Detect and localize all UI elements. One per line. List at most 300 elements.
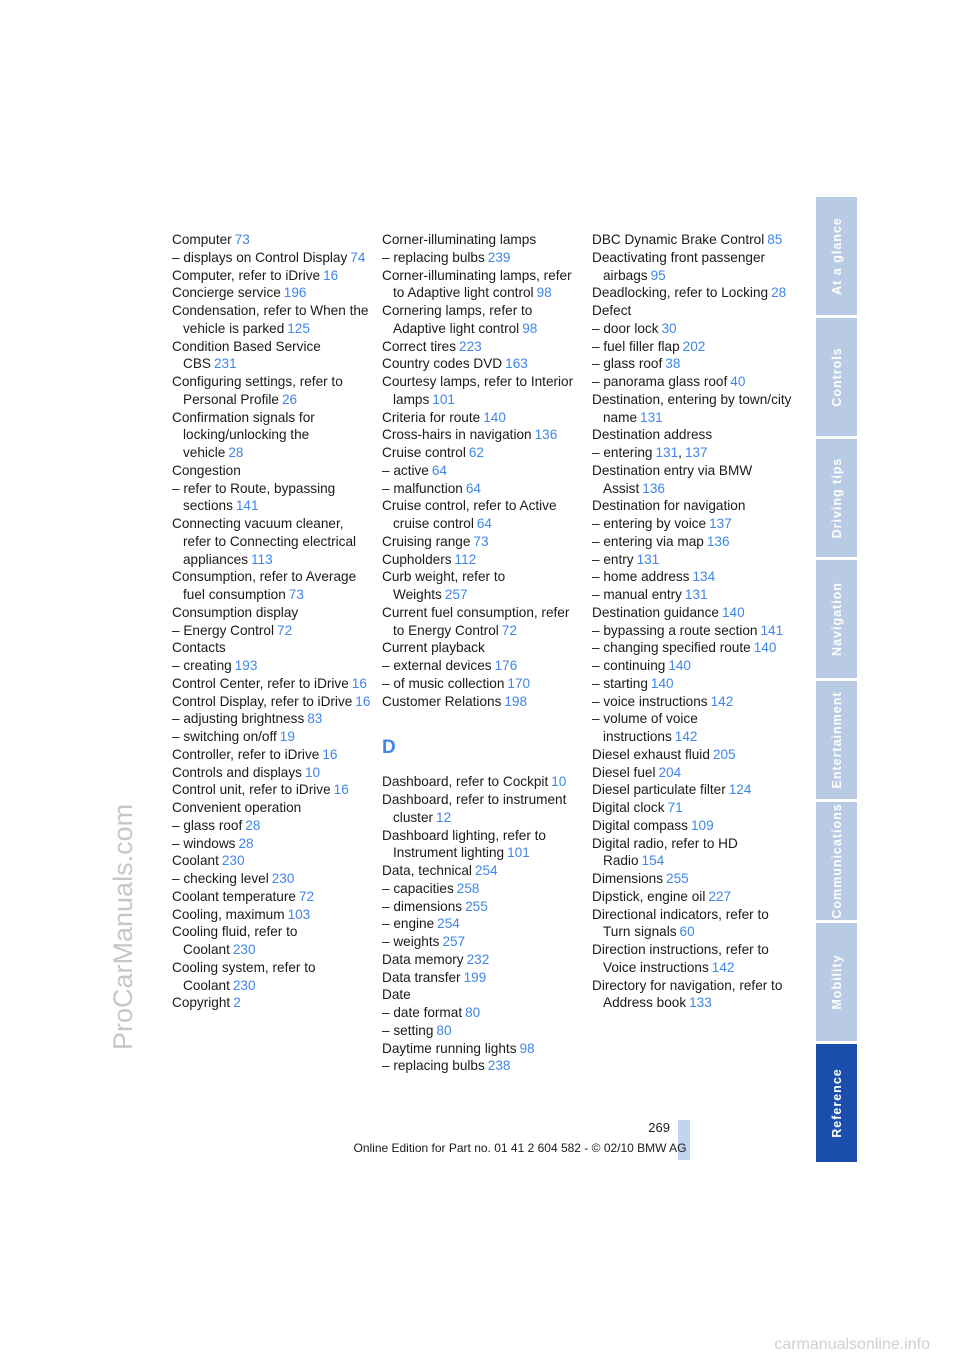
index-entry-text: – replacing bulbs bbox=[382, 249, 485, 265]
index-entry bbox=[382, 1040, 582, 1058]
index-entry-text: Criteria for route bbox=[382, 409, 481, 425]
page-reference-link[interactable]: 136 bbox=[534, 427, 558, 443]
page-reference-link[interactable]: 142 bbox=[674, 729, 698, 744]
index-entry bbox=[382, 604, 582, 640]
page-reference-link[interactable]: 16 bbox=[351, 675, 367, 691]
index-entry-text: Control unit, refer to iDrive bbox=[172, 782, 331, 798]
index-entry-text: – windows bbox=[172, 835, 236, 851]
page-reference-link[interactable]: 199 bbox=[463, 969, 487, 985]
page-reference-link[interactable]: 231 bbox=[213, 356, 237, 372]
chapter-tab[interactable] bbox=[816, 560, 857, 678]
index-entry-text: – Energy Control bbox=[172, 622, 275, 638]
index-entry-text: – entering by voice bbox=[592, 516, 707, 531]
index-entry bbox=[382, 951, 582, 969]
watermark-carmanualsonline: carmanualsonline.info bbox=[774, 1336, 930, 1353]
index-entry-text: Condition Based Service CBS bbox=[172, 338, 321, 372]
page-reference-link[interactable]: 198 bbox=[504, 693, 528, 709]
index-entry bbox=[382, 880, 582, 898]
index-entry bbox=[172, 835, 372, 853]
page-reference-link[interactable]: 64 bbox=[465, 480, 481, 496]
index-entry-text: – entering bbox=[592, 445, 653, 460]
index-entry bbox=[172, 249, 372, 267]
index-entry bbox=[592, 426, 792, 444]
index-entry-text: Computer, refer to iDrive bbox=[172, 267, 321, 283]
index-entry bbox=[172, 284, 372, 302]
chapter-tab-label: Entertainment bbox=[829, 691, 844, 789]
chapter-tab-label: Mobility bbox=[829, 954, 844, 1010]
index-entry bbox=[172, 338, 372, 374]
index-entry-text: Current fuel consumption, refer to Energy Control bbox=[382, 604, 570, 638]
index-entry bbox=[592, 693, 792, 711]
index-entry-text: Date bbox=[382, 987, 411, 1003]
page-reference-link[interactable]: 98 bbox=[519, 1040, 535, 1056]
page-reference-link[interactable]: 230 bbox=[232, 977, 256, 993]
index-entry-text: – panorama glass roof bbox=[592, 374, 728, 389]
index-entry-text: – dimensions bbox=[382, 898, 463, 914]
index-entry-text: Control Center, refer to iDrive bbox=[172, 675, 349, 691]
index-entry bbox=[172, 480, 372, 516]
index-entry bbox=[172, 906, 372, 924]
page-reference-link[interactable]: 255 bbox=[666, 871, 689, 886]
page-reference-link[interactable]: 101 bbox=[432, 391, 455, 407]
page-reference-link[interactable]: 131 bbox=[684, 587, 708, 602]
index-entry-text: Cruise control, refer to Active cruise control bbox=[382, 498, 557, 531]
index-entry bbox=[172, 746, 372, 764]
index-entry-text: – changing specified route bbox=[592, 640, 751, 656]
index-entry bbox=[592, 835, 792, 871]
index-entry-text: Data, technical bbox=[382, 863, 472, 878]
page-reference-link[interactable]: 124 bbox=[728, 782, 752, 798]
index-entry bbox=[382, 693, 582, 711]
index-entry-text: – continuing bbox=[592, 658, 666, 673]
index-entry bbox=[592, 231, 792, 249]
index-entry-text: Corner-illuminating lamps, refer to Adaptive light control bbox=[382, 267, 572, 301]
index-entry bbox=[172, 888, 372, 906]
index-entry-text: Corner-illuminating lamps bbox=[382, 232, 537, 247]
index-entry-text: – weights bbox=[382, 934, 440, 949]
page-reference-link[interactable]: 137 bbox=[709, 516, 732, 531]
index-entry-text: – home address bbox=[592, 569, 690, 585]
index-entry-text: – glass roof bbox=[172, 817, 243, 833]
page-reference-link[interactable]: 131 bbox=[655, 445, 679, 460]
page-reference-link[interactable]: 28 bbox=[228, 445, 244, 460]
index-entry-text: Diesel particulate filter bbox=[592, 782, 726, 798]
index-entry-text: Country codes DVD bbox=[382, 356, 503, 372]
index-entry-text: Data memory bbox=[382, 951, 464, 967]
page-reference-link[interactable]: 62 bbox=[468, 445, 484, 460]
page-reference-link[interactable]: 73 bbox=[288, 587, 304, 602]
index-column-2 bbox=[382, 231, 582, 1075]
index-entry-text: Destination, entering by town/city name bbox=[592, 391, 792, 425]
index-entry-text: – fuel filler flap bbox=[592, 338, 680, 354]
index-entry-text: – displays on Control Display bbox=[172, 249, 348, 265]
index-entry-text: Cooling fluid, refer to Coolant bbox=[172, 924, 298, 957]
index-entry bbox=[382, 249, 582, 267]
chapter-tab-label: Communications bbox=[829, 803, 844, 919]
chapter-tab-label: At a glance bbox=[829, 217, 844, 295]
index-entry-text: – replacing bulbs bbox=[382, 1058, 485, 1074]
index-entry-text: – entry bbox=[592, 551, 634, 567]
page-reference-link[interactable]: 72 bbox=[298, 888, 315, 904]
index-entry-text: Directory for navigation, refer to Address book bbox=[592, 977, 783, 1011]
index-entry bbox=[382, 862, 582, 880]
index-entry bbox=[592, 391, 792, 427]
page-reference-link[interactable]: 109 bbox=[690, 817, 714, 833]
index-entry-text: Dashboard lighting, refer to Instrument lighting bbox=[382, 827, 546, 861]
index-entry-text: Coolant bbox=[172, 853, 219, 869]
index-entry-text: Dipstick, engine oil bbox=[592, 888, 706, 904]
page-reference-link[interactable]: 30 bbox=[661, 320, 677, 336]
index-column-1 bbox=[172, 231, 372, 1012]
page-reference-link[interactable]: 72 bbox=[277, 622, 293, 638]
index-entry-text: – volume of voice instructions bbox=[592, 711, 698, 744]
page-reference-link[interactable]: 101 bbox=[507, 845, 530, 861]
index-entry bbox=[382, 462, 582, 480]
page-reference-link[interactable]: 230 bbox=[271, 871, 295, 886]
index-entry-text: Controller, refer to iDrive bbox=[172, 746, 320, 762]
page-reference-link[interactable]: 141 bbox=[235, 498, 259, 514]
page-reference-link[interactable]: 19 bbox=[279, 729, 295, 744]
index-entry-text: – capacities bbox=[382, 880, 454, 896]
index-entry-text: Consumption, refer to Average fuel consumption bbox=[172, 569, 357, 602]
page-reference-link[interactable]: 60 bbox=[679, 924, 695, 940]
index-entry-text: Deactivating front passenger airbags bbox=[592, 249, 766, 283]
page-reference-link[interactable]: 73 bbox=[473, 533, 489, 549]
index-entry bbox=[592, 338, 792, 356]
index-entry bbox=[382, 657, 582, 675]
page-reference-link[interactable]: 83 bbox=[307, 711, 323, 727]
index-entry-text: – entering via map bbox=[592, 533, 704, 549]
page-reference-link[interactable]: 140 bbox=[753, 640, 777, 656]
index-entry bbox=[382, 568, 582, 604]
chapter-tab-label: Reference bbox=[829, 1068, 844, 1138]
page-reference-link[interactable]: 112 bbox=[454, 551, 477, 567]
page-reference-link[interactable]: 230 bbox=[232, 942, 256, 957]
chapter-tab[interactable] bbox=[816, 197, 857, 315]
index-entry bbox=[592, 870, 792, 888]
page-reference-link[interactable]: 103 bbox=[287, 906, 311, 922]
page-reference-link[interactable]: 142 bbox=[710, 693, 734, 709]
index-entry-text: Controls and displays bbox=[172, 764, 302, 780]
index-entry bbox=[382, 426, 582, 444]
page-reference-link[interactable]: 85 bbox=[767, 232, 783, 247]
index-entry-text: Daytime running lights bbox=[382, 1040, 517, 1056]
page-reference-link[interactable]: 140 bbox=[668, 658, 691, 673]
index-entry-text: Computer bbox=[172, 232, 232, 247]
page-reference-link[interactable]: 227 bbox=[708, 888, 732, 904]
page-reference-link[interactable]: 170 bbox=[507, 675, 531, 691]
index-entry bbox=[592, 906, 792, 942]
index-entry-text: Correct tires bbox=[382, 338, 457, 354]
page-reference-link[interactable]: 10 bbox=[551, 774, 567, 790]
page-reference-link[interactable]: 142 bbox=[711, 959, 735, 975]
index-entry bbox=[592, 799, 792, 817]
index-entry bbox=[592, 551, 792, 569]
page-reference-link[interactable]: 254 bbox=[437, 916, 460, 932]
index-entry bbox=[592, 302, 792, 320]
page-reference-link[interactable]: 140 bbox=[483, 409, 506, 425]
page-reference-link[interactable]: 113 bbox=[251, 551, 273, 567]
page-reference-link[interactable]: 196 bbox=[283, 285, 307, 301]
index-entry bbox=[592, 249, 792, 285]
page-reference-link[interactable]: 204 bbox=[658, 764, 682, 780]
index-entry-text: – starting bbox=[592, 675, 648, 691]
index-entry bbox=[382, 533, 582, 551]
index-entry bbox=[172, 515, 372, 568]
index-entry-text: DBC Dynamic Brake Control bbox=[592, 232, 765, 247]
page-reference-link[interactable]: 131 bbox=[640, 409, 663, 425]
footer-edition: Online Edition for Part no. 01 41 2 604 582 - © 02/10 BMW AG bbox=[353, 1141, 687, 1155]
index-entry-text: Destination address bbox=[592, 427, 713, 443]
index-entry bbox=[592, 710, 792, 746]
index-entry-text: Courtesy lamps, refer to Interior lamps bbox=[382, 374, 574, 407]
page-reference-link[interactable]: 38 bbox=[665, 356, 681, 372]
page-reference-link[interactable]: 10 bbox=[304, 764, 321, 780]
page-reference-link[interactable]: 163 bbox=[505, 356, 528, 372]
index-entry bbox=[382, 444, 582, 462]
page-reference-link[interactable]: 80 bbox=[465, 1005, 481, 1020]
index-entry-text: – malfunction bbox=[382, 480, 463, 496]
index-entry bbox=[172, 604, 372, 622]
page-reference-link[interactable]: 2 bbox=[233, 995, 241, 1011]
index-entry bbox=[592, 639, 792, 657]
index-entry-text: Cooling system, refer to Coolant bbox=[172, 959, 316, 993]
index-entry bbox=[382, 639, 582, 657]
index-entry bbox=[592, 533, 792, 551]
page-reference-link[interactable]: 72 bbox=[501, 622, 517, 638]
index-entry bbox=[172, 817, 372, 835]
index-entry bbox=[382, 267, 582, 303]
index-entry-text: Contacts bbox=[172, 640, 226, 656]
index-entry bbox=[592, 622, 792, 640]
chapter-tabs bbox=[816, 197, 857, 1165]
index-entry-text: Coolant temperature bbox=[172, 888, 296, 904]
index-entry-text: Current playback bbox=[382, 640, 485, 656]
index-entry-text: – switching on/off bbox=[172, 729, 277, 744]
index-entry bbox=[382, 373, 582, 409]
page-reference-link[interactable]: 134 bbox=[692, 569, 716, 585]
index-entry-text: Direction instructions, refer to Voice instructions bbox=[592, 942, 769, 975]
index-entry-text: Curb weight, refer to Weights bbox=[382, 569, 506, 602]
page-reference-link[interactable]: 140 bbox=[650, 675, 674, 691]
chapter-tab[interactable] bbox=[816, 681, 857, 799]
index-entry bbox=[172, 764, 372, 782]
index-entry bbox=[592, 781, 792, 799]
chapter-tab[interactable] bbox=[816, 923, 857, 1041]
page-reference-link[interactable]: 137 bbox=[684, 445, 708, 460]
page-reference-link[interactable]: 257 bbox=[442, 934, 466, 949]
page-reference-link[interactable]: 64 bbox=[431, 462, 447, 478]
index-entry-text: Cruising range bbox=[382, 533, 471, 549]
index-entry bbox=[172, 852, 372, 870]
index-entry-text: Deadlocking, refer to Locking bbox=[592, 285, 769, 301]
index-entry-text: Convenient operation bbox=[172, 800, 302, 815]
index-entry bbox=[382, 898, 582, 916]
page-reference-link[interactable]: 26 bbox=[281, 391, 298, 407]
page-reference-link[interactable]: 258 bbox=[456, 880, 480, 896]
index-entry-text: Destination for navigation bbox=[592, 498, 746, 514]
page-reference-link[interactable]: 131 bbox=[636, 551, 660, 567]
chapter-tab-label: Driving tips bbox=[829, 457, 844, 539]
index-entry bbox=[382, 497, 582, 533]
index-entry-text: – of music collection bbox=[382, 675, 505, 691]
chapter-tab[interactable] bbox=[816, 439, 857, 557]
index-entry-text: – engine bbox=[382, 916, 435, 932]
index-entry bbox=[172, 622, 372, 640]
index-entry bbox=[592, 373, 792, 391]
page-reference-link[interactable]: 28 bbox=[245, 817, 261, 833]
page-reference-link[interactable]: 73 bbox=[234, 232, 250, 247]
index-entry-text: Directional indicators, refer to Turn signals bbox=[592, 906, 769, 940]
chapter-tab[interactable] bbox=[816, 318, 857, 436]
chapter-tab[interactable] bbox=[816, 802, 857, 920]
index-entry-text: – bypassing a route section bbox=[592, 622, 758, 638]
page-reference-link[interactable]: 16 bbox=[323, 267, 339, 283]
index-entry-text: – manual entry bbox=[592, 587, 682, 602]
page-reference-link[interactable]: 176 bbox=[494, 658, 518, 673]
page-reference-link[interactable]: 71 bbox=[667, 800, 683, 815]
index-entry-text: – external devices bbox=[382, 658, 492, 673]
index-entry bbox=[172, 728, 372, 746]
index-entry bbox=[382, 1004, 582, 1022]
index-entry-text: Connecting vacuum cleaner, refer to Connecting electrical appliances bbox=[172, 516, 357, 567]
page-reference-link[interactable]: 154 bbox=[641, 853, 665, 869]
index-entry-text: Digital radio, refer to HD Radio bbox=[592, 835, 738, 869]
index-entry bbox=[592, 497, 792, 515]
index-entry bbox=[592, 355, 792, 373]
index-entry bbox=[382, 1057, 582, 1075]
page-reference-link[interactable]: 255 bbox=[465, 898, 488, 914]
index-entry bbox=[172, 267, 372, 285]
index-entry-text: Destination entry via BMW Assist bbox=[592, 462, 753, 496]
index-entry bbox=[592, 568, 792, 586]
page-reference-link[interactable]: 223 bbox=[459, 338, 482, 354]
index-entry bbox=[592, 764, 792, 782]
index-entry-text: Dashboard, refer to instrument cluster bbox=[382, 792, 567, 825]
index-entry-text: Confirmation signals for locking/unlocking the vehicle bbox=[172, 409, 315, 460]
index-entry-text: Cornering lamps, refer to Adaptive light control bbox=[382, 303, 533, 336]
index-entry bbox=[592, 817, 792, 835]
page-reference-link[interactable]: 140 bbox=[721, 604, 745, 620]
index-entry bbox=[382, 915, 582, 933]
index-entry-text: Concierge service bbox=[172, 285, 281, 301]
index-entry-text: Data transfer bbox=[382, 969, 461, 985]
index-entry bbox=[172, 373, 372, 409]
index-entry bbox=[382, 231, 582, 249]
page-reference-link[interactable]: 98 bbox=[522, 320, 538, 336]
index-entry bbox=[382, 675, 582, 693]
chapter-tab-label: Navigation bbox=[829, 582, 844, 656]
page-reference-link[interactable]: 136 bbox=[706, 533, 730, 549]
page-reference-link[interactable]: 95 bbox=[650, 267, 666, 283]
page-reference-link[interactable]: 193 bbox=[234, 658, 258, 673]
page-reference-link[interactable]: 205 bbox=[712, 746, 736, 762]
index-entry-text: – date format bbox=[382, 1005, 463, 1020]
page-reference-link[interactable]: 141 bbox=[760, 622, 784, 638]
index-entry bbox=[382, 827, 582, 863]
index-entry bbox=[382, 986, 582, 1004]
index-entry bbox=[382, 480, 582, 498]
index-entry-text: Destination guidance bbox=[592, 604, 719, 620]
index-entry bbox=[592, 586, 792, 604]
chapter-tab-label: Controls bbox=[829, 347, 844, 407]
index-entry bbox=[382, 933, 582, 951]
index-entry bbox=[592, 941, 792, 977]
index-entry-text: Defect bbox=[592, 303, 632, 318]
index-entry-text: – setting bbox=[382, 1022, 434, 1038]
index-entry-text: – adjusting brightness bbox=[172, 711, 305, 727]
index-entry-text: – refer to Route, bypassing sections bbox=[172, 480, 336, 514]
index-entry-text: Cooling, maximum bbox=[172, 906, 285, 922]
index-entry bbox=[172, 781, 372, 799]
index-entry-text: – active bbox=[382, 462, 429, 478]
index-entry-text: Cupholders bbox=[382, 551, 452, 567]
index-entry bbox=[382, 1022, 582, 1040]
page-reference-link[interactable]: 28 bbox=[771, 285, 787, 301]
index-entry bbox=[592, 746, 792, 764]
index-entry-text: – door lock bbox=[592, 320, 659, 336]
page-reference-link[interactable]: 16 bbox=[355, 693, 371, 709]
page-reference-link[interactable]: 16 bbox=[333, 782, 349, 798]
page-reference-link[interactable]: 98 bbox=[536, 285, 552, 301]
page-reference-link[interactable]: 40 bbox=[730, 374, 746, 389]
page-reference-link[interactable]: 230 bbox=[221, 853, 245, 869]
page-reference-link[interactable]: 74 bbox=[350, 249, 366, 265]
index-entry-text: – voice instructions bbox=[592, 693, 708, 709]
page-reference-link[interactable]: 136 bbox=[642, 480, 665, 496]
page-reference-link[interactable]: 133 bbox=[689, 995, 712, 1011]
page-reference-link[interactable]: 12 bbox=[436, 809, 452, 825]
index-entry-text: Configuring settings, refer to Personal Profile bbox=[172, 374, 343, 407]
index-entry bbox=[592, 320, 792, 338]
index-entry bbox=[592, 675, 792, 693]
index-entry-text: Digital compass bbox=[592, 817, 688, 833]
index-entry bbox=[172, 675, 372, 693]
page-reference-link[interactable]: 16 bbox=[322, 746, 338, 762]
page-reference-link[interactable]: 202 bbox=[682, 338, 706, 354]
index-entry bbox=[172, 923, 372, 959]
page-reference-link[interactable]: 232 bbox=[466, 951, 490, 967]
page-reference-link[interactable]: 254 bbox=[474, 863, 498, 878]
index-column-3 bbox=[592, 231, 792, 1012]
index-entry-text: Copyright bbox=[172, 995, 231, 1011]
index-entry-text: Consumption display bbox=[172, 604, 299, 620]
index-entry bbox=[172, 959, 372, 995]
page-reference-link[interactable]: 257 bbox=[444, 587, 468, 602]
page-reference-link[interactable]: 28 bbox=[238, 835, 254, 851]
index-entry-text: – glass roof bbox=[592, 356, 663, 372]
index-entry bbox=[382, 969, 582, 987]
index-entry bbox=[172, 568, 372, 604]
index-entry bbox=[172, 870, 372, 888]
index-entry-text: Congestion bbox=[172, 462, 241, 478]
page-reference-link[interactable]: 80 bbox=[436, 1022, 452, 1038]
index-entry bbox=[172, 462, 372, 480]
index-entry bbox=[382, 791, 582, 827]
index-entry bbox=[382, 302, 582, 338]
page-reference-link[interactable]: 125 bbox=[287, 320, 310, 336]
page-reference-link[interactable]: 239 bbox=[487, 249, 511, 265]
index-entry bbox=[592, 977, 792, 1013]
index-entry bbox=[172, 639, 372, 657]
index-entry bbox=[382, 551, 582, 569]
index-entry bbox=[382, 355, 582, 373]
index-entry bbox=[382, 773, 582, 791]
index-entry bbox=[172, 799, 372, 817]
page-reference-link[interactable]: 238 bbox=[487, 1058, 511, 1074]
index-entry bbox=[592, 515, 792, 533]
page-reference-link[interactable]: 64 bbox=[476, 516, 492, 531]
